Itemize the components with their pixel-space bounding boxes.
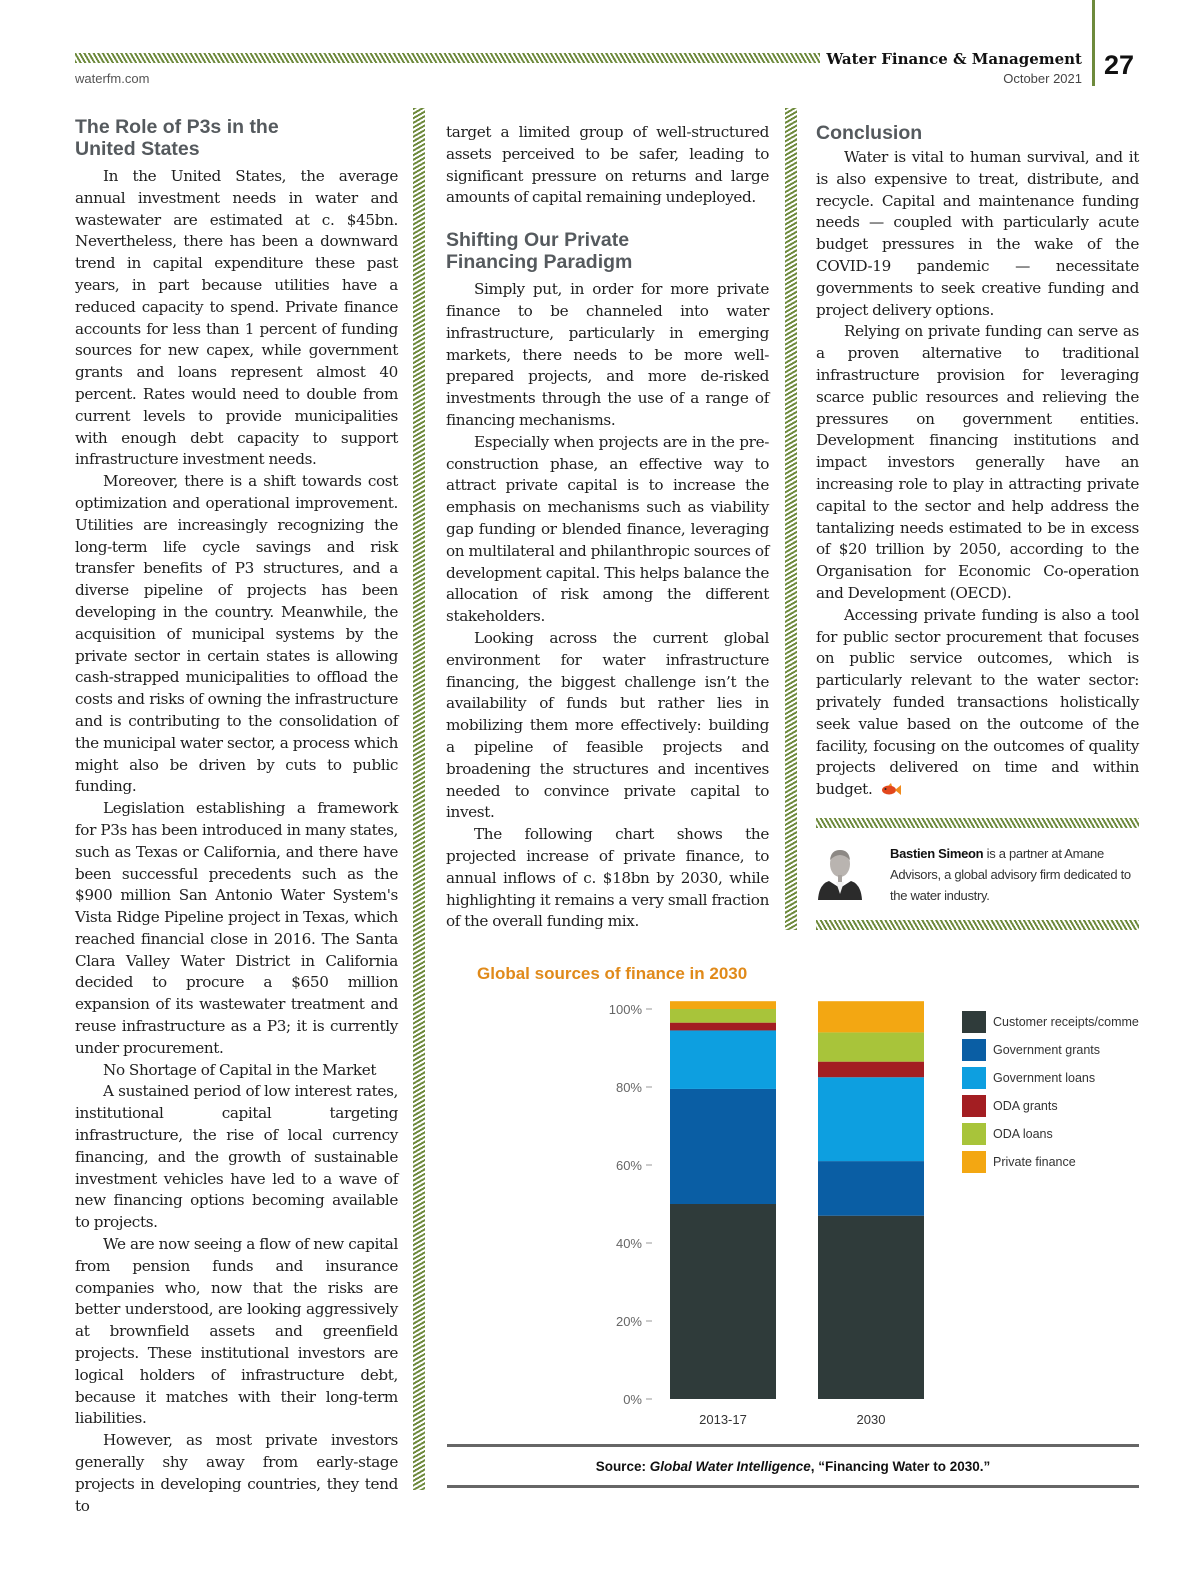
paragraph: We are now seeing a flow of new capital from pension funds and insurance companies who, now that the risks are better understood, are looking aggressively at brownfield assets and greenfield projects. These institutional investors are logical holders of infrastructure debt, because it matches with their long-term liabilities. xyxy=(75,1235,398,1428)
source-publication: Global Water Intelligence xyxy=(649,1459,811,1474)
paragraph: In the United States, the average annual investment needs in water and wastewater are estimated at c. $45bn. Nevertheless, there has been a downward trend in capital expenditure these past years, in part because utilities have a reduced capacity to spend. Private finance accounts for less than 1 percent of funding sources for new capex, while government grants and loans represent almost 40 percent. Rates would need to double from current levels to provide municipalities with enough debt capacity to support infrastructure investment needs. xyxy=(75,167,398,469)
bar-segment xyxy=(818,1216,924,1399)
bar-segment xyxy=(670,1023,776,1031)
section-heading-conclusion: Conclusion xyxy=(816,122,923,144)
legend-swatch xyxy=(962,1151,986,1173)
conclusion-text: Accessing private funding is also a tool for public sector procurement that focuses on public service outcomes, which is particularly relevant to the water sector: privately funded transactions holistically seek value based on the outcome of the facility, focusing on the outcomes of quality projects delivered on time and within budget. xyxy=(816,605,1139,799)
chart-source xyxy=(447,1459,1139,1474)
section-heading-p3s: The Role of P3s in the United States xyxy=(75,116,279,160)
bar-segment xyxy=(818,1032,924,1061)
author-name: Bastien Simeon xyxy=(890,846,984,861)
y-tick-label: 100% xyxy=(608,1002,642,1017)
x-tick-label: 2030 xyxy=(856,1412,886,1427)
chart-bottom-rule xyxy=(447,1485,1139,1488)
paragraph: Looking across the current global environment for water infrastructure financing, the biggest challenge isn’t the availability of funds but rather lies in mobilizing them more effectively: building a pipeline of feasible projects and broadening the structures and incentives needed to convince private capital to invest. xyxy=(446,628,769,822)
legend-swatch xyxy=(962,1123,986,1145)
legend-label: Customer receipts/comme xyxy=(993,1015,1139,1029)
bar-segment xyxy=(670,1089,776,1204)
column-divider-hatch xyxy=(785,108,797,930)
paragraph: Especially when projects are in the pre-construction phase, an effective way to attract private capital is to increase the emphasis on mechanisms such as viability gap funding or blended finance, leveraging on multilateral and philanthropic sources of development capital. This helps balance the allocation of risk among the different stakeholders. xyxy=(446,432,769,626)
paragraph: target a limited group of well-structured assets perceived to be safer, leading to significant pressure on returns and large amounts of capital remaining undeployed. xyxy=(446,123,769,207)
y-tick-label: 60% xyxy=(615,1158,642,1173)
legend-swatch xyxy=(962,1011,986,1033)
bar-segment xyxy=(818,1161,924,1216)
source-prefix: Source: xyxy=(595,1459,650,1474)
bar-segment xyxy=(670,1009,776,1023)
legend-swatch xyxy=(962,1067,986,1089)
paragraph: Legislation establishing a framework for P3s has been introduced in many states, such as Texas or California, and there have been successful precedents such as the $900 million San Antonio Water System's Vista Ridge Pipeline project in Texas, which reached financial close in 2016. The Santa Clara Valley Water District in California decided to procure a $650 million expansion of its wastewater treatment and reuse infrastructure as a P3; it is currently under procurement. xyxy=(75,799,398,1057)
magazine-name: Water Finance & Management xyxy=(826,50,1082,68)
legend-swatch xyxy=(962,1095,986,1117)
paragraph: A sustained period of low interest rates, institutional capital targeting infrastructure, the rise of local currency financing, and the growth of sustainable investment vehicles have led to a wave of new financing options becoming available to projects. xyxy=(75,1082,398,1232)
masthead xyxy=(826,50,1082,86)
source-suffix: , “Financing Water to 2030.” xyxy=(810,1459,991,1474)
issue-date: October 2021 xyxy=(1003,71,1082,86)
section-heading-paradigm: Shifting Our Private Financing Paradigm xyxy=(446,229,633,274)
header-hatch-rule xyxy=(75,53,820,63)
website-url[interactable]: waterfm.com xyxy=(75,71,150,86)
bar-segment xyxy=(670,1204,776,1399)
chart-legend xyxy=(962,1008,1147,1176)
paragraph: However, as most private investors generally shy away from early-stage projects in developing countries, they tend to xyxy=(75,1431,398,1515)
legend-item xyxy=(962,1120,1147,1148)
bar-segment xyxy=(670,1001,776,1009)
column-3 xyxy=(816,122,1139,801)
page-number: 27 xyxy=(1104,50,1135,80)
legend-item xyxy=(962,1064,1147,1092)
paragraph xyxy=(816,605,1139,801)
bar-segment xyxy=(818,1077,924,1161)
legend-label: Government grants xyxy=(993,1043,1100,1057)
column-2 xyxy=(446,122,769,933)
fish-icon xyxy=(880,783,902,797)
y-tick-label: 0% xyxy=(623,1392,642,1407)
column-1 xyxy=(75,116,398,1517)
legend-item xyxy=(962,1008,1147,1036)
legend-label: Private finance xyxy=(993,1155,1076,1169)
paragraph: Simply put, in order for more private finance to be channeled into water infrastructure, particularly in emerging markets, there needs to be more well-prepared projects, and more de-risked investments through the use of a range of financing mechanisms. xyxy=(446,280,769,429)
paragraph: Water is vital to human survival, and it is also expensive to treat, distribute, and recycle. Capital and maintenance funding needs — coupled with particularly acute budget pressures in the wake of the COVID-19 pandemic — necessitate governments to seek creative funding and project delivery options. xyxy=(816,148,1139,319)
page-number-divider xyxy=(1092,0,1095,86)
bar-segment xyxy=(670,1030,776,1089)
bio-top-hatch xyxy=(816,818,1139,828)
legend-item xyxy=(962,1036,1147,1064)
stacked-bar-chart xyxy=(596,998,946,1433)
bar-segment xyxy=(818,1001,924,1032)
x-tick-label: 2013-17 xyxy=(699,1412,747,1427)
legend-item xyxy=(962,1092,1147,1120)
paragraph: Relying on private funding can serve as a proven alternative to traditional infrastructure provision for leveraging scarce public resources and relieving the pressures on government entities. Development financing institutions and impact investors generally have an increasing role to play in attracting private capital to the sector and help address the tantalizing needs estimated to be in excess of $20 trillion by 2050, according to the Organisation for Economic Co-operation and Development (OECD). xyxy=(816,322,1139,602)
author-photo xyxy=(815,844,865,900)
chart-title: Global sources of finance in 2030 xyxy=(477,964,748,983)
legend-swatch xyxy=(962,1039,986,1061)
legend-item xyxy=(962,1148,1147,1176)
y-tick-label: 20% xyxy=(615,1314,642,1329)
legend-label: Government loans xyxy=(993,1071,1096,1085)
y-tick-label: 40% xyxy=(615,1236,642,1251)
column-divider-hatch xyxy=(413,108,425,1490)
y-tick-label: 80% xyxy=(615,1080,642,1095)
author-bio xyxy=(890,843,1140,906)
chart-top-rule xyxy=(447,1444,1139,1447)
bar-segment xyxy=(818,1062,924,1078)
legend-label: ODA loans xyxy=(993,1127,1053,1141)
author-description: is a partner at Amane Advisors, a global advisory firm dedicated to the water industry. xyxy=(890,846,1131,903)
subheading-capital: No Shortage of Capital in the Market xyxy=(103,1060,377,1079)
paragraph: Moreover, there is a shift towards cost optimization and operational improvement. Utilities are increasingly recognizing the long-term life cycle savings and risk transfer benefits of P3 structures, and a diverse pipeline of projects has been developing in the country. Meanwhile, the acquisition of municipal systems by the private sector in certain states is allowing cash-strapped municipalities to offload the costs and risks of owning the infrastructure and is contributing to the consolidation of the municipal water sector, a process which might also be driven by cuts to public funding. xyxy=(75,472,398,796)
legend-label: ODA grants xyxy=(993,1099,1058,1113)
paragraph: The following chart shows the projected increase of private finance, to annual inflows of c. $18bn by 2030, while highlighting it remains a very small fraction of the overall funding mix. xyxy=(446,825,769,931)
bio-bottom-hatch xyxy=(816,920,1139,930)
